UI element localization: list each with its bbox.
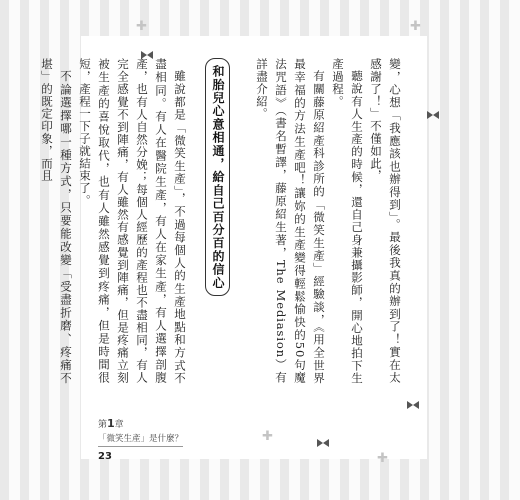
chapter-title: 「微笑生產」是什麼？ <box>98 432 183 447</box>
chapter-label: 第1章 <box>98 417 124 430</box>
bow-icon <box>316 438 330 448</box>
body-text <box>40 58 404 384</box>
page-footer <box>98 417 183 462</box>
bow-icon <box>426 110 440 120</box>
paragraph: 不論選擇哪一種方式，只要能改變「受盡折磨、疼痛不堪」的既定印象，而且 <box>40 58 73 384</box>
bow-icon <box>406 400 420 410</box>
sparkle-icon: ✚ <box>410 19 421 34</box>
paragraph: 聽說有人生產的時候，還自己身兼攝影師，開心地拍下生產過程。 <box>331 58 364 384</box>
page-number: 23 <box>98 451 112 462</box>
paragraph: 有關藤原紹產科診所的「微笑生產」經驗談，《用全世界最幸福的方法生產吧！讓妳的生產變得輕鬆愉快的50句魔法咒語》（書名暫譯，藤原紹生著，The Mediasion）有詳盡介紹。 <box>255 58 326 384</box>
paragraph: 變，心想「我應該也辦得到」。最後我真的辦到了！實在太感謝了！」不僅如此， <box>369 58 402 384</box>
paragraph: 雖說都是「微笑生產」，不過每個人的生產地點和方式不盡相同。有人在醫院生產，有人在家生產，有人選擇剖腹產，也有人自然分娩；每個人經歷的產程也不盡相同，有人完全感覺不到陣痛，有人雖然有感覺到陣痛，但是疼痛立刻被生產的喜悅取代，也有人雖然感覺到疼痛，但是時間很短，產程一下子就結束了。 <box>78 58 187 384</box>
sparkle-icon: ✚ <box>377 451 388 466</box>
section-heading: 和胎兒心意相通，給自己百分百的信心 <box>205 58 230 296</box>
sparkle-icon: ✚ <box>262 429 273 444</box>
sparkle-icon: ✚ <box>136 19 147 34</box>
